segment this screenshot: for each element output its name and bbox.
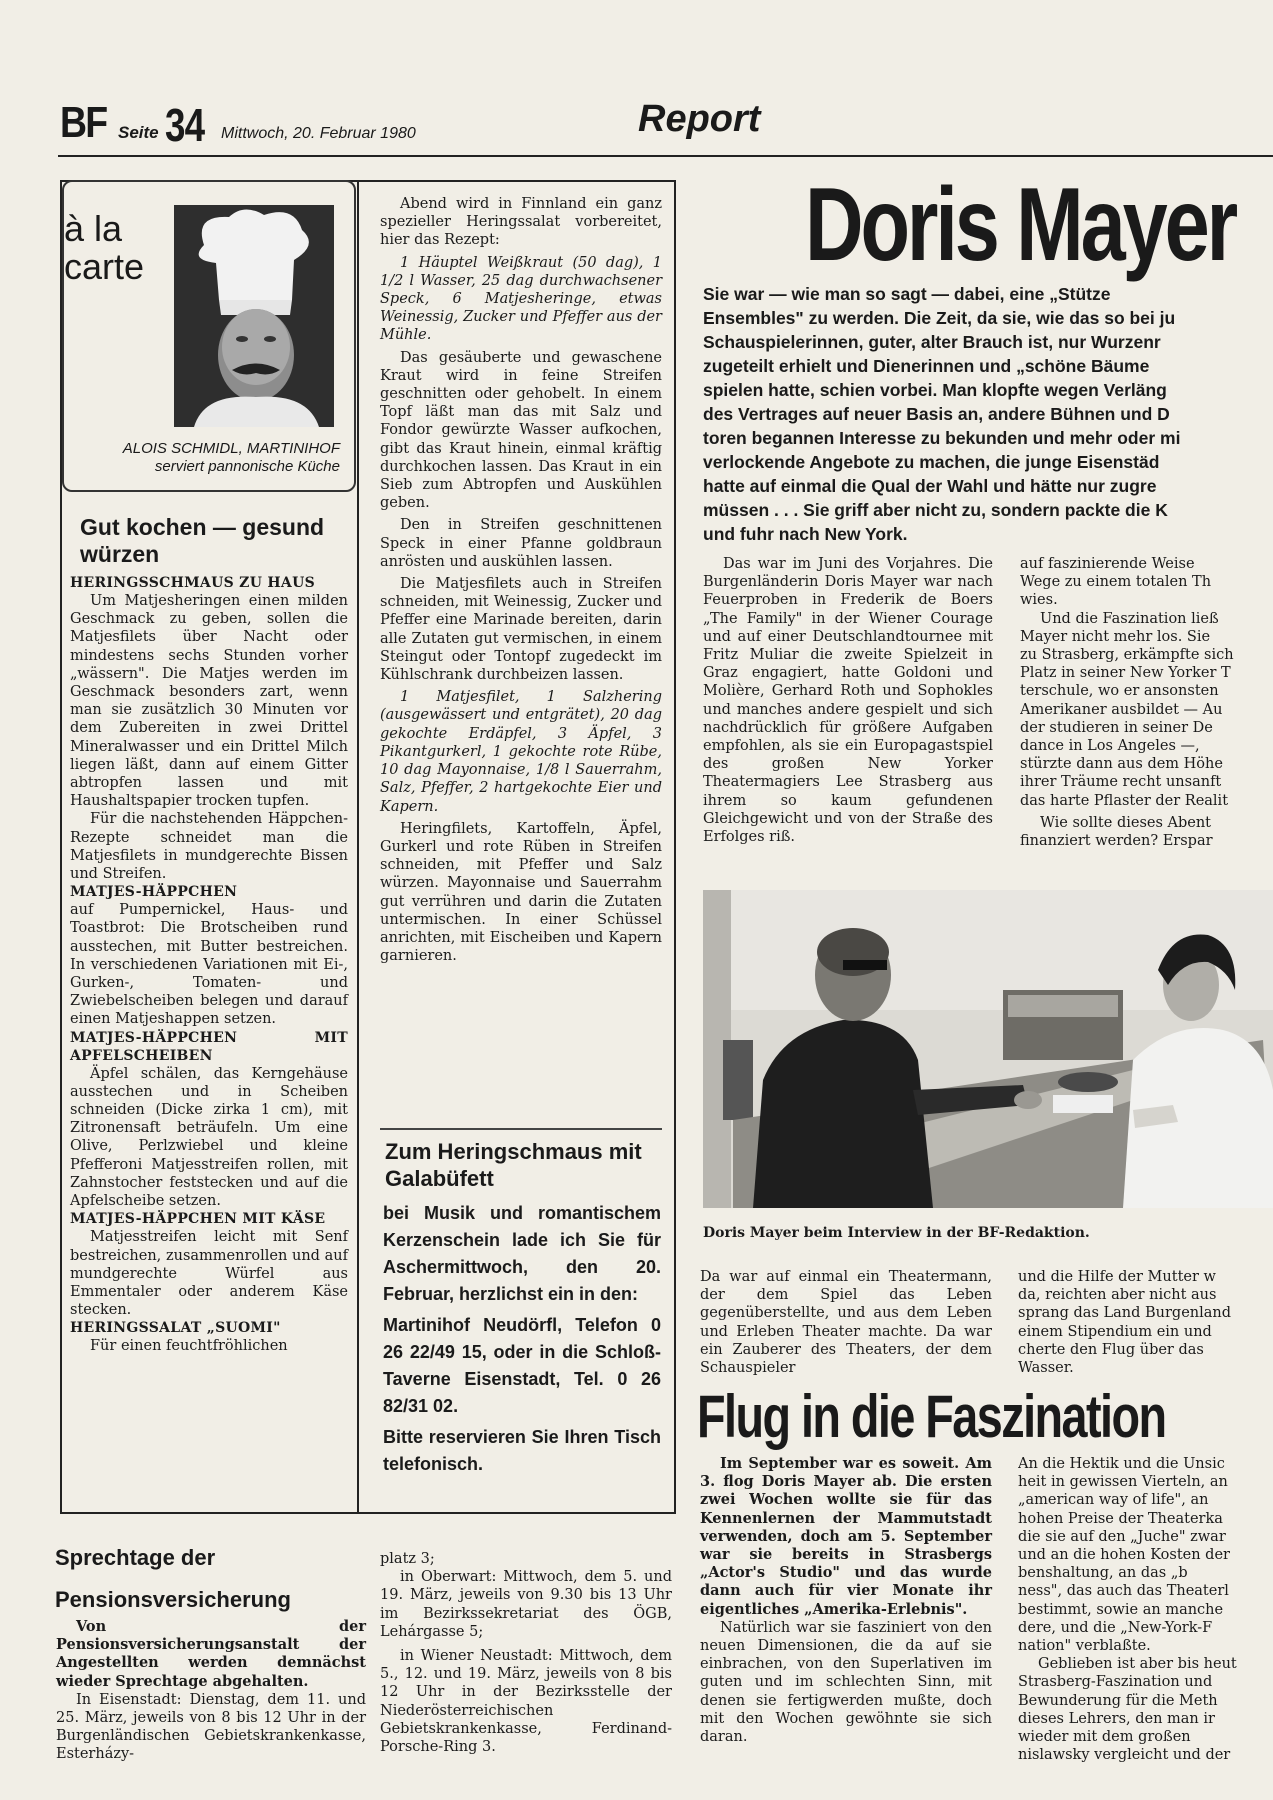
text-line: nislawsky vergleicht und der <box>1018 1747 1231 1764</box>
sprechtage-column-1 <box>56 1618 366 1764</box>
gut-kochen-column <box>70 574 348 1356</box>
subhead-suomi: HERINGSSALAT „SUOMI" <box>70 1320 281 1337</box>
article-column-1 <box>703 555 993 846</box>
text-line: wies. <box>1020 592 1058 609</box>
sprechtage-lead: Von der Pensionsversicherungsanstalt der Angestellten werden demnächst wieder Sprechtage abgehalten. <box>56 1618 366 1690</box>
sprechtage-column-2 <box>380 1550 672 1756</box>
text-line: und die Hilfe der Mutter w <box>1018 1269 1216 1285</box>
text-line: benshaltung, an das „b <box>1018 1565 1188 1582</box>
article-column-3 <box>700 1268 992 1377</box>
text-line: Strasberg-Faszination und <box>1018 1674 1213 1691</box>
paragraph: Natürlich war sie fasziniert von den neuen Dimensionen, die da auf sie einbrachen, von den Superlativen im guten und im schlechten Sinn, mit denen sie fertigwerden mußte, doch mit den Wochen gewöhnte sie sich daran. <box>700 1619 992 1746</box>
article-column-2 <box>1020 555 1273 850</box>
paragraph: Um Matjesheringen einen milden Geschmack zu geben, sollen die Matjesfilets über Nacht oder mindestens sechs Stunden vorher „wässern". Die Matjes werden im Geschmack besonders zart, wenn man sie zusätzlich 30 Minuten vor dem Zubereiten in zwei Drittel Mineralwasser und ein Drittel Milch liegen läßt, dann auf einem Gitter abtropfen lassen und mit Haushaltspapier trocken tupfen. <box>70 593 348 810</box>
lead-line: des Vertrages auf neuer Basis an, andere Bühnen und D <box>703 404 1170 424</box>
article-headline: Doris Mayer <box>805 167 1236 283</box>
gala-headline: Zum Heringschmaus mit Galabüfett <box>385 1139 642 1191</box>
text-line: Wie sollte dieses Abent <box>1040 814 1212 831</box>
chef-caption <box>70 440 340 476</box>
lead-line: Schauspielerinnen, guter, alter Brauch ist, nur Wurzenr <box>703 332 1161 352</box>
subhead-matjes-haeppchen: MATJES-HÄPPCHEN <box>70 884 238 901</box>
paragraph: Das gesäuberte und gewaschene Kraut wird in feine Streifen geschnitten oder gehobelt. In einem Topf läßt man das mit Salz und Fondor gewürzte Wasser aufkochen, gibt das Kraut hinein, einmal kräftig durchkochen lassen. Das Kraut in ein Sieb zum Abtropfen und Auskühlen geben. <box>380 349 662 512</box>
lead-line: spielen hatte, schien vorbei. Man klopfte wegen Verläng <box>703 380 1167 400</box>
chef-caption-detail: serviert pannonische Küche <box>154 458 340 475</box>
gala-ad-body <box>383 1200 661 1482</box>
paragraph: Heringfilets, Kartoffeln, Äpfel, Gurkerl und rote Rüben in Streifen schneiden, mit Pfeffer und Salz würzen. Mayonnaise und Sauerrahm gut verrühren und darin die Zutaten untermischen. In einer Schüssel anrichten, mit Eischeiben und Kapern garnieren. <box>380 820 662 965</box>
paragraph: Das war im Juni des Vorjahres. Die Burgenländerin Doris Mayer war nach Feuerproben in Frederik de Boers „The Family" in der Wiener Courage und auf einer Deutschlandtournee mit Fritz Muliar die zweite Spielzeit in Graz engagiert, hatte Goldoni und Molière, Gerhard Roth und Sophokles und manches andere gespielt und sich nachdrücklich für größere Aufgaben empfohlen, als sie ein Europagastspiel des großen New Yorker Theatermagiers Lee Strasberg aus ihrem so kaum gefundenen Gleichgewicht und von der Straße des Erfolges riß. <box>703 556 993 846</box>
page-label: Seite <box>118 123 159 142</box>
text-line: sprang das Land Burgenland <box>1018 1305 1232 1322</box>
subhead-heringsschmaus: HERINGSSCHMAUS ZU HAUS <box>70 575 315 591</box>
text-line: heit in gewissen Vierteln, an <box>1018 1474 1228 1491</box>
text-line: Geblieben ist aber bis heut <box>1038 1656 1237 1673</box>
text-line: der studieren in seiner De <box>1020 719 1213 736</box>
text-line: Mayer nicht mehr los. Sie <box>1020 628 1211 645</box>
text-line: einem Stipendium ein und <box>1018 1323 1212 1340</box>
paragraph: In Eisenstadt: Dienstag, dem 11. und 25. März, jeweils von 8 bis 12 Uhr in der Burgenländischen Gebietskrankenkasse, Esterházy- <box>56 1691 366 1763</box>
text-line: Und die Faszination ließ <box>1040 610 1219 627</box>
text-line: dieses Lehrers, den man ir <box>1018 1710 1215 1727</box>
article-column-4 <box>1018 1268 1273 1377</box>
paragraph: in Oberwart: Mittwoch, dem 5. und 19. März, jeweils von 9.30 bis 13 Uhr im Bezirkssekretariat des ÖGB, Lehárgasse 5; <box>380 1569 672 1640</box>
text-line: zu Strasberg, erkämpfte sich <box>1020 647 1234 664</box>
paragraph: Abend wird in Finnland ein ganz spezieller Heringssalat vorbereitet, hier das Rezept: <box>380 196 662 249</box>
text-line: stürzte dann aus dem Höhe <box>1020 756 1223 773</box>
text-line: cherte den Flug über das <box>1018 1341 1204 1358</box>
text-line: Amerikaner ausbildet — Au <box>1020 701 1223 718</box>
lead-line: hatte auf einmal die Qual der Wahl und hätte nur zugre <box>703 476 1157 496</box>
text-line: hohen Preise der Theaterka <box>1018 1510 1223 1527</box>
text-line: Wege zu einem totalen Th <box>1020 574 1212 591</box>
paragraph: Die Matjesfilets auch in Streifen schneiden, mit Weinessig, Zucker und Pfeffer eine Marinade bereiten, darin alle Zutaten gut vermischen, in einem Steingut oder Tontopf zugedeckt im Kühlschrank durchbeizen lassen. <box>380 576 662 684</box>
paragraph: Für einen feuchtfröhlichen <box>90 1338 288 1355</box>
text-line: „american way of life", an <box>1018 1492 1209 1509</box>
gala-rule <box>380 1128 662 1130</box>
alacarte-line1: à la <box>64 208 123 249</box>
chef-caption-name: ALOIS SCHMIDL, MARTINIHOF <box>122 440 340 457</box>
lead-line: müssen . . . Sie griff aber nicht zu, sondern packte die K <box>703 500 1168 520</box>
lead-line: toren begannen Interesse zu bekunden und mehr oder mi <box>703 428 1181 448</box>
article-column-5 <box>700 1455 992 1746</box>
sprechtage-headline-2: Pensionsversicherung <box>55 1587 291 1612</box>
paragraph: platz 3; <box>380 1551 435 1567</box>
gala-contact: Martinihof Neudörfl, Telefon 0 26 22/49 15, oder in die Schloß-Taverne Eisenstadt, Tel. 0 26 82/31 02. <box>383 1315 661 1416</box>
text-line: dance in Los Angeles —, <box>1020 738 1200 755</box>
chef-photo <box>174 205 334 427</box>
text-line: terschule, wo er ansonsten <box>1020 683 1219 700</box>
article-column-6 <box>1018 1455 1273 1764</box>
text-line: ness", das auch das Theaterl <box>1018 1583 1229 1600</box>
paragraph: Da war auf einmal ein Theatermann, der dem Spiel das Leben gegenüberstellte, und aus dem Leben und Erleben Theater machte. Da war ein Zauberer des Theaters, der dem Schauspieler <box>700 1269 992 1377</box>
text-line: ihrer Träume recht unsanft <box>1020 774 1222 791</box>
lead-line: Sie war — wie man so sagt — dabei, eine „Stütze <box>703 284 1111 304</box>
article-lead <box>703 282 1273 546</box>
text-line: wieder mit dem großen <box>1018 1729 1191 1746</box>
paragraph: Matjesstreifen leicht mit Senf bestreichen, zusammenrollen und auf mundgerechte Würfel aus Emmentaler oder anderem Käse stecken. <box>70 1229 348 1319</box>
text-line: bestimmt, sowie an manche <box>1018 1601 1224 1618</box>
text-line: die sie auf den „Juche" zwar <box>1018 1528 1226 1545</box>
text-line: das harte Pflaster der Realit <box>1020 792 1229 809</box>
photo-caption: Doris Mayer beim Interview in der BF-Redaktion. <box>703 1225 1090 1241</box>
dateline: Mittwoch, 20. Februar 1980 <box>221 125 416 142</box>
paragraph: Den in Streifen geschnittenen Speck in einer Pfanne goldbraun anrösten und auskühlen lassen. <box>380 517 662 570</box>
lead-line: Ensembles" zu werden. Die Zeit, da sie, wie das so bei ju <box>703 308 1176 328</box>
recipe-ingredients: 1 Matjesfilet, 1 Salzhering (ausgewässert und entgrätet), 20 dag gekochte Erdäpfel, 3 Äpfel, 3 Pikantgurkerl, 1 gekochte rote Rübe, 10 dag Mayonnaise, 1/8 l Sauerrahm, Salz, Pfeffer, 2 hartgekochte Eier und Kapern. <box>380 689 662 815</box>
paragraph: in Wiener Neustadt: Mittwoch, dem 5., 12. und 19. März, jeweils von 8 bis 12 Uhr in der Bezirksstelle der Niederösterreichischen Gebietskrankenkasse, Ferdinand-Porsche-Ring 3. <box>380 1648 672 1756</box>
subhead-kaese: MATJES-HÄPPCHEN MIT KÄSE <box>70 1211 326 1228</box>
text-line: nation" verblaßte. <box>1018 1638 1151 1655</box>
text-line: da, reichten aber nicht aus <box>1018 1287 1217 1304</box>
sprechtage-headline-1: Sprechtage der <box>55 1545 216 1570</box>
recipe-ingredients: 1 Häuptel Weißkraut (50 dag), 1 1/2 l Wasser, 25 dag durchwachsener Speck, 6 Matjesheringe, etwas Weinessig, Zucker und Pfeffer aus der Mühle. <box>380 254 662 344</box>
text-line: Wasser. <box>1018 1360 1074 1377</box>
gut-kochen-headline: Gut kochen — gesund würzen <box>80 514 325 567</box>
section-title: Report <box>638 98 761 140</box>
paragraph: Für die nachstehenden Häppchen-Rezepte schneidet man die Matjesfilets in mundgerechte Bissen und Streifen. <box>70 811 348 883</box>
text-line: An die Hektik und die Unsic <box>1018 1456 1225 1472</box>
lead-line: zugeteilt erhielt und Dienerinnen und „schöne Bäume <box>703 356 1150 376</box>
paragraph: Äpfel schälen, das Kerngehäuse ausstechen und in Scheiben schneiden (Dicke zirka 1 cm), mit Zitronensaft beträufeln. Um eine Olive, Perlzwiebel und kleine Pfefferoni Matjesstreifen rollen, mit Zahnstocher feststecken und auf die Apfelscheibe setzen. <box>70 1065 348 1210</box>
text-line: dere, und die „New-York-F <box>1018 1619 1213 1636</box>
interview-photo-image <box>703 890 1273 1208</box>
text-line: auf faszinierende Weise <box>1020 556 1195 572</box>
chef-photo-image <box>174 205 334 427</box>
mid-recipe-column <box>380 195 662 965</box>
text-line: und an die hohen Kosten der <box>1018 1547 1230 1564</box>
masthead-brand: BF <box>60 98 107 147</box>
paragraph: auf Pumpernickel, Haus- und Toastbrot: Die Brotscheiben rund ausstechen, mit Butter bestreichen. In verschiedenen Variationen mit Ei-, Gurken-, Tomaten- und Zwiebelscheiben belegen und darauf einen Matjeshappen setzen. <box>70 902 348 1028</box>
text-line: Bewunderung für die Meth <box>1018 1692 1218 1709</box>
subhead-apfelscheiben: MATJES-HÄPPCHEN MIT APFELSCHEIBEN <box>70 1029 348 1064</box>
lead-line: verlockende Angebote zu machen, die junge Eisenstäd <box>703 452 1160 472</box>
alacarte-line2: carte <box>64 246 145 287</box>
lead-line: und fuhr nach New York. <box>703 524 908 544</box>
interview-photo <box>703 890 1273 1208</box>
gala-invitation: bei Musik und romantischem Kerzenschein lade ich Sie für Aschermittwoch, den 20. Februar, herzlichst ein in den: <box>383 1203 661 1304</box>
header-rule <box>58 155 1273 157</box>
text-line: finanziert werden? Erspar <box>1020 833 1213 850</box>
page-number: 34 <box>165 99 205 151</box>
paragraph-lead: Im September war es soweit. Am 3. flog Doris Mayer ab. Die ersten zwei Wochen wollte sie für das Kennenlernen der Mammutstadt verwenden, doch am 5. September war sie bereits in Strasbergs „Actor's Studio" und das wurde dann auch für vier Monate ihr eigentliches „Amerika-Erlebnis". <box>700 1455 992 1618</box>
subarticle-headline: Flug in die Faszination <box>697 1383 1166 1450</box>
gala-reservation: Bitte reservieren Sie Ihren Tisch telefonisch. <box>383 1427 661 1474</box>
alacarte-title <box>64 210 144 286</box>
text-line: Platz in seiner New Yorker T <box>1020 665 1231 682</box>
